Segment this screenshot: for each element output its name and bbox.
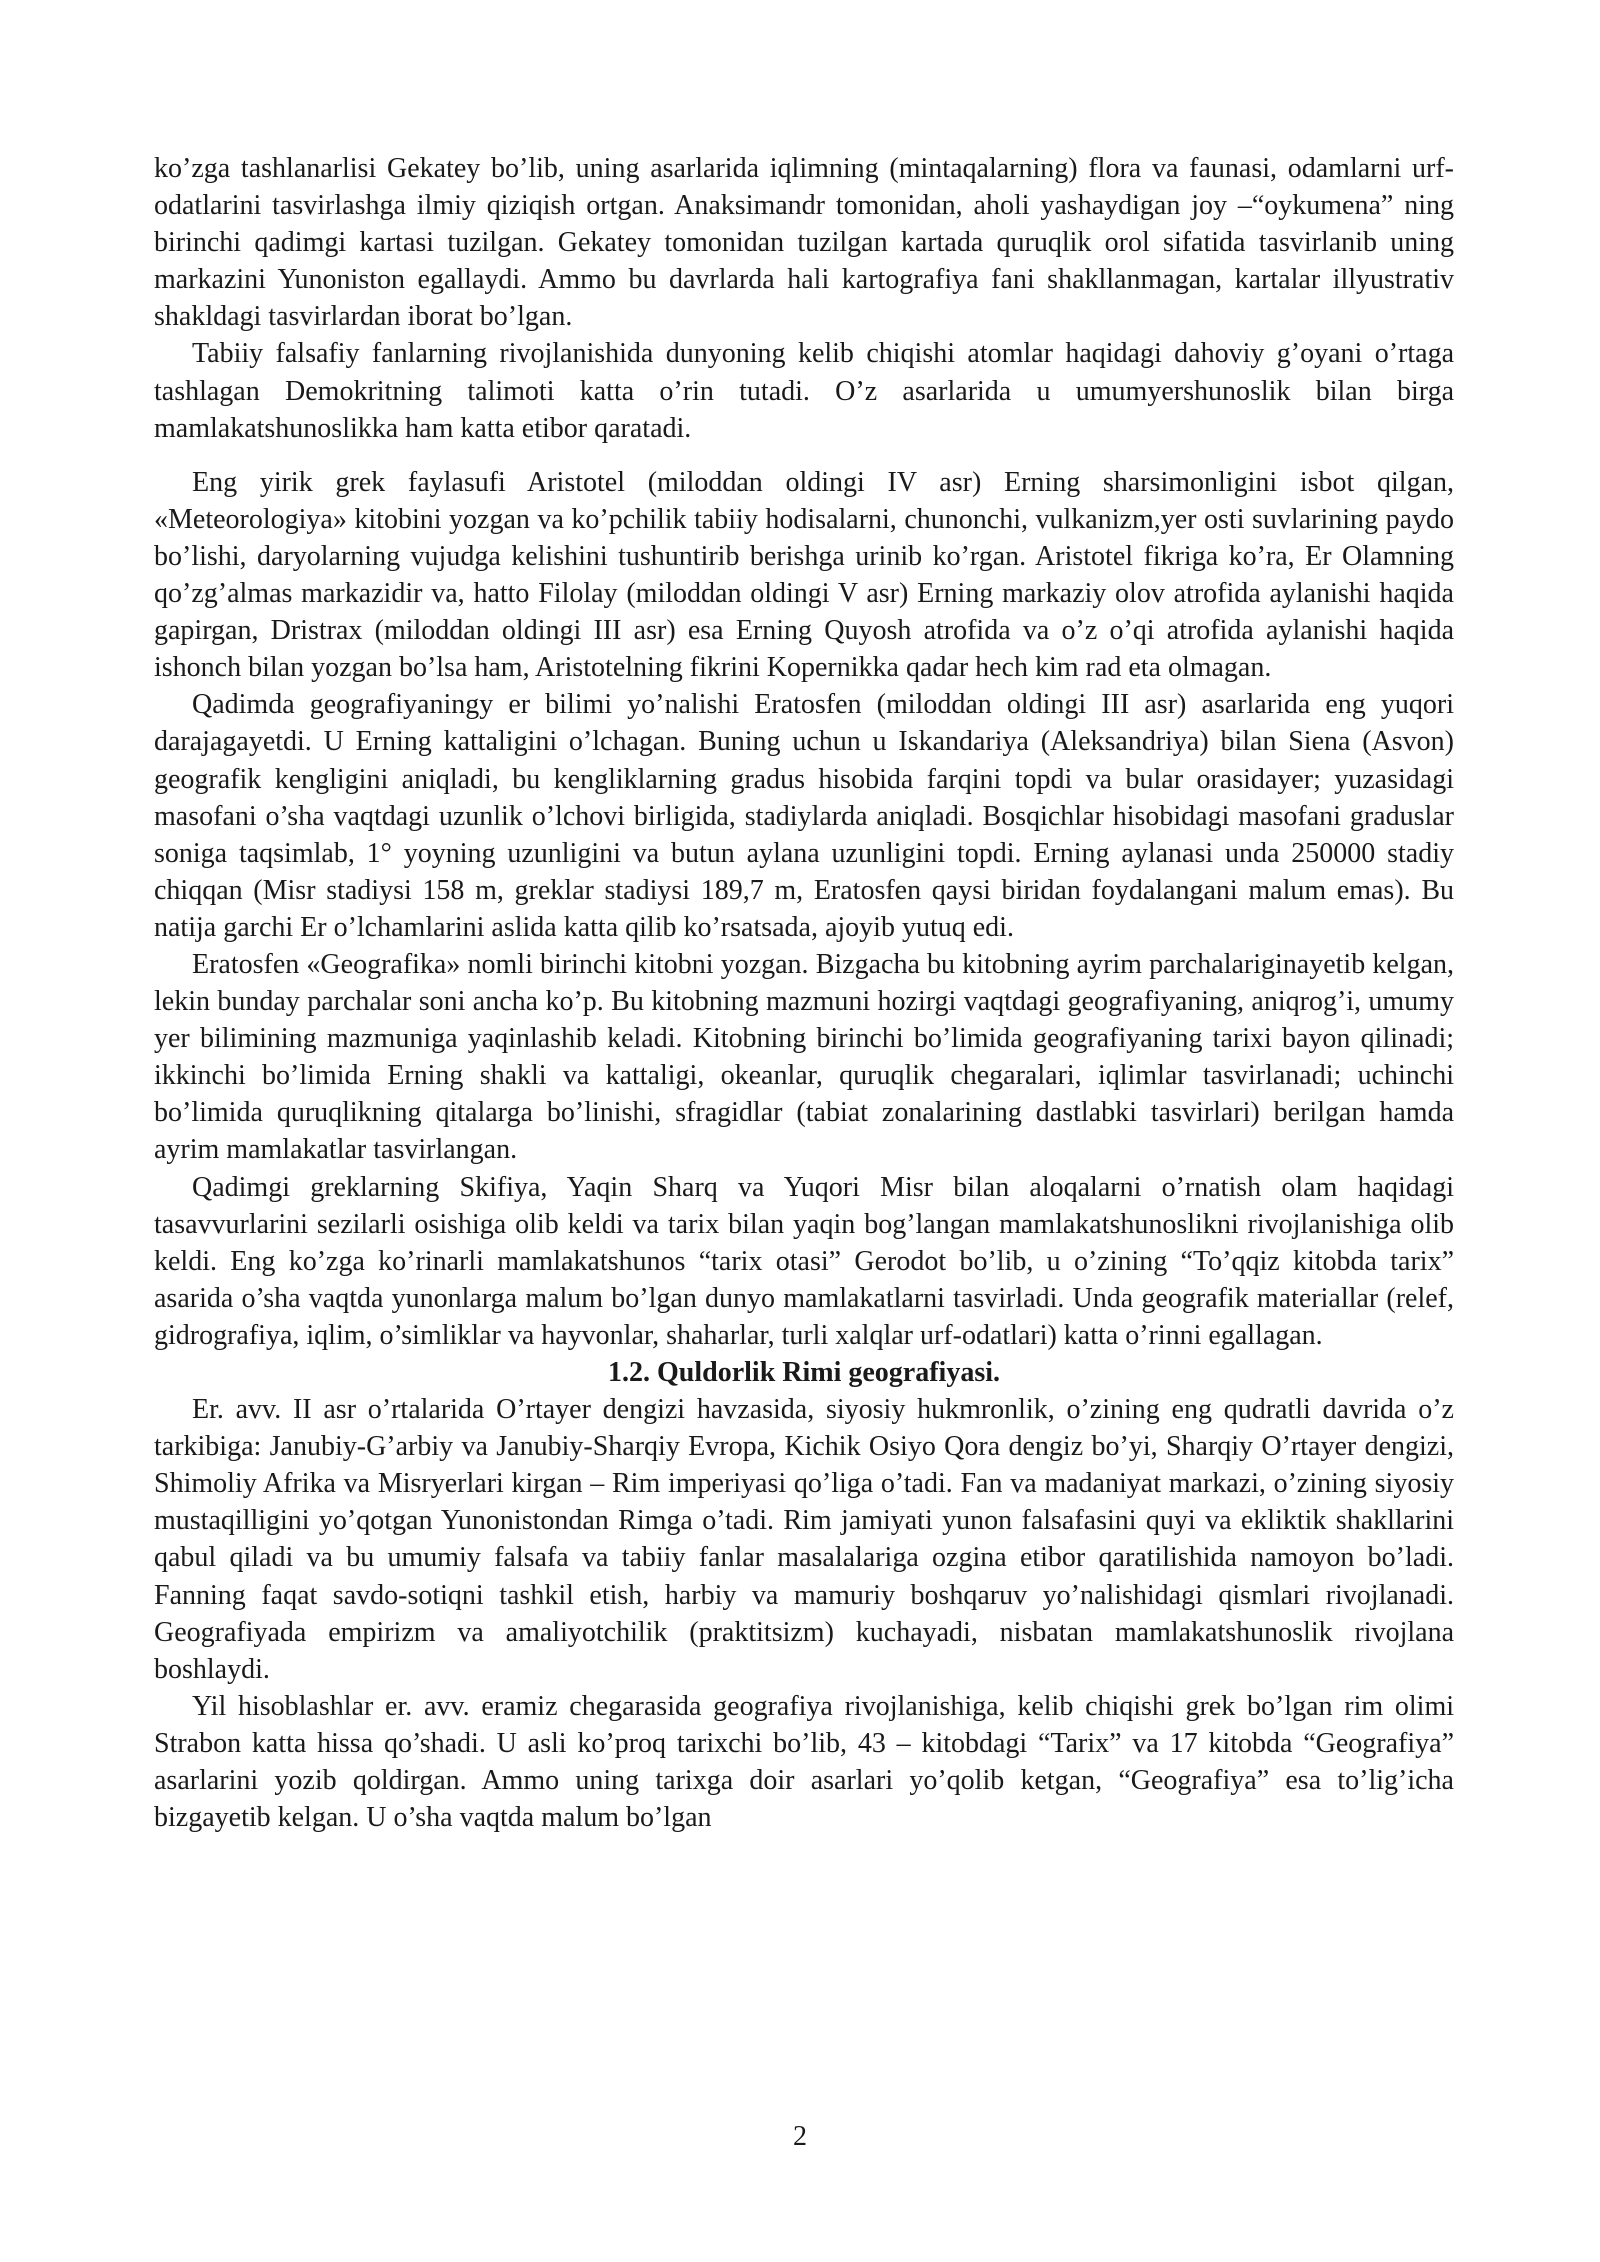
document-page bbox=[154, 150, 1454, 1836]
paragraph: Yil hisoblashlar er. avv. eramiz chegarasida geografiya rivojlanishiga, kelib chiqishi grek bo’lgan rim olimi Strabon katta hissa qo’shadi. U asli ko’proq tarixchi bo’lib, 43 – kitobdagi “Tarix” va 17 kitobda “Geografiya” asarlarini yozib qoldirgan. Ammo uning tarixga doir asarlari yo’qolib ketgan, “Geografiya” esa to’lig’icha bizgayetib kelgan. U o’sha vaqtda malum bo’lgan bbox=[154, 1690, 1454, 1834]
page-number: 2 bbox=[793, 2121, 807, 2152]
section-heading: 1.2. Quldorlik Rimi geografiyasi. bbox=[608, 1357, 1000, 1388]
paragraph: Qadimgi greklarning Skifiya, Yaqin Sharq va Yuqori Misr bilan aloqalarni o’rnatish olam haqidagi tasavvurlarini sezilarli osishiga olib keldi va tarix bilan yaqin bog’langan mamlakatshunoslikni rivojlanishiga olib keldi. Eng ko’zga ko’rinarli mamlakatshunos “tarix otasi” Gerodot bo’lib, u o’zining “To’qqiz kitobda tarix” asarida o’sha vaqtda yunonlarga malum bo’lgan dunyo mamlakatlarni tasvirladi. Unda geografik materiallar (relef, gidrografiya, iqlim, o’simliklar va hayvonlar, shaharlar, turli xalqlar urf-odatlari) katta o’rinni egallagan. bbox=[154, 1171, 1454, 1351]
paragraph: Tabiiy falsafiy fanlarning rivojlanishida dunyoning kelib chiqishi atomlar haqidagi dahoviy g’oyani o’rtaga tashlagan Demokritning talimoti katta o’rin tutadi. O’z asarlarida u umumyershunoslik bilan birga mamlakatshunoslikka ham katta etibor qaratadi. bbox=[154, 338, 1454, 444]
paragraph: Qadimda geografiyaningy er bilimi yo’nalishi Eratosfen (miloddan oldingi III asr) asarlarida eng yuqori darajagayetdi. U Erning kattaligini o’lchagan. Buning uchun u Iskandariya (Aleksandriya) bilan Siena (Asvon) geografik kengligini aniqladi, bu kengliklarning gradus hisobida farqini topdi va bular orasidayer; yuzasidagi masofani o’sha vaqtdagi uzunlik o’lchovi birligida, stadiylarda aniqladi. Bosqichlar hisobidagi masofani graduslar soniga taqsimlab, 1° yoyning uzunligini va butun aylana uzunligini topdi. Erning aylanasi unda 250000 stadiy chiqqan (Misr stadiysi 158 m, greklar stadiysi 189,7 m, Eratosfen qaysi biridan foydalangani malum emas). Bu natija garchi Er o’lchamlarini aslida katta qilib ko’rsatsada, ajoyib yutuq edi. bbox=[154, 689, 1454, 943]
paragraph: ko’zga tashlanarlisi Gekatey bo’lib, uning asarlarida iqlimning (mintaqalarning) flora va faunasi, odamlarni urf-odatlarini tasvirlashga ilmiy qiziqish ortgan. Anaksimandr tomonidan, aholi yashaydigan joy –“oykumena” ning birinchi qadimgi kartasi tuzilgan. Gekatey tomonidan tuzilgan kartada quruqlik orol sifatida tasvirlanib uning markazini Yunoniston egallaydi. Ammo bu davrlarda hali kartografiya fani shakllanmagan, kartalar illyustrativ shakldagi tasvirlardan iborat bo’lgan. bbox=[154, 153, 1454, 333]
paragraph: Eratosfen «Geografika» nomli birinchi kitobni yozgan. Bizgacha bu kitobning ayrim parchalariginayetib kelgan, lekin bunday parchalar soni ancha ko’p. Bu kitobning mazmuni hozirgi vaqtdagi geografiyaning, aniqrog’i, umumy yer bilimining mazmuniga yaqinlashib keladi. Kitobning birinchi bo’limida geografiyaning tarixi bayon qilinadi; ikkinchi bo’limida Erning shakli va kattaligi, okeanlar, quruqlik chegaralari, iqlimlar tasvirlanadi; uchinchi bo’limida quruqlikning qitalarga bo’linishi, sfragidlar (tabiat zonalarining dastlabki tasvirlari) berilgan hamda ayrim mamlakatlar tasvirlangan. bbox=[154, 948, 1454, 1166]
paragraph: Eng yirik grek faylasufi Aristotel (miloddan oldingi IV asr) Erning sharsimonligini isbot qilgan, «Meteorologiya» kitobini yozgan va ko’pchilik tabiiy hodisalarni, chunonchi, vulkanizm,yer osti suvlarining paydo bo’lishi, daryolarning vujudga kelishini tushuntirib berishga urinib ko’rgan. Aristotel fikriga ko’ra, Er Olamning qo’zg’almas markazidir va, hatto Filolay (miloddan oldingi V asr) Erning markaziy olov atrofida aylanishi haqida gapirgan, Dristrax (miloddan oldingi III asr) esa Erning Quyosh atrofida va o’z o’qi atrofida aylanishi haqida ishonch bilan yozgan bo’lsa ham, Aristotelning fikrini Kopernikka qadar hech kim rad eta olmagan. bbox=[154, 466, 1454, 684]
paragraph: Er. avv. II asr o’rtalarida O’rtayer dengizi havzasida, siyosiy hukmronlik, o’zining eng qudratli davrida o’z tarkibiga: Janubiy-G’arbiy va Janubiy-Sharqiy Evropa, Kichik Osiyo Qora dengiz bo’yi, Sharqiy O’rtayer dengizi, Shimoliy Afrika va Misryerlari kirgan – Rim imperiyasi qo’liga o’tadi. Fan va madaniyat markazi, o’zining siyosiy mustaqilligini yo’qotgan Yunonistondan Rimga o’tadi. Rim jamiyati yunon falsafasini quyi va ekliktik shakllarini qabul qiladi va bu umumiy falsafa va tabiiy fanlar masalalariga ozgina etibor qaratilishida namoyon bo’ladi. Fanning faqat savdo-sotiqni tashkil etish, harbiy va mamuriy boshqaruv yo’nalishidagi qismlari rivojlanadi. Geografiyada empirizm va amaliyotchilik (praktitsizm) kuchayadi, nisbatan mamlakatshunoslik rivojlana boshlaydi. bbox=[154, 1394, 1454, 1685]
